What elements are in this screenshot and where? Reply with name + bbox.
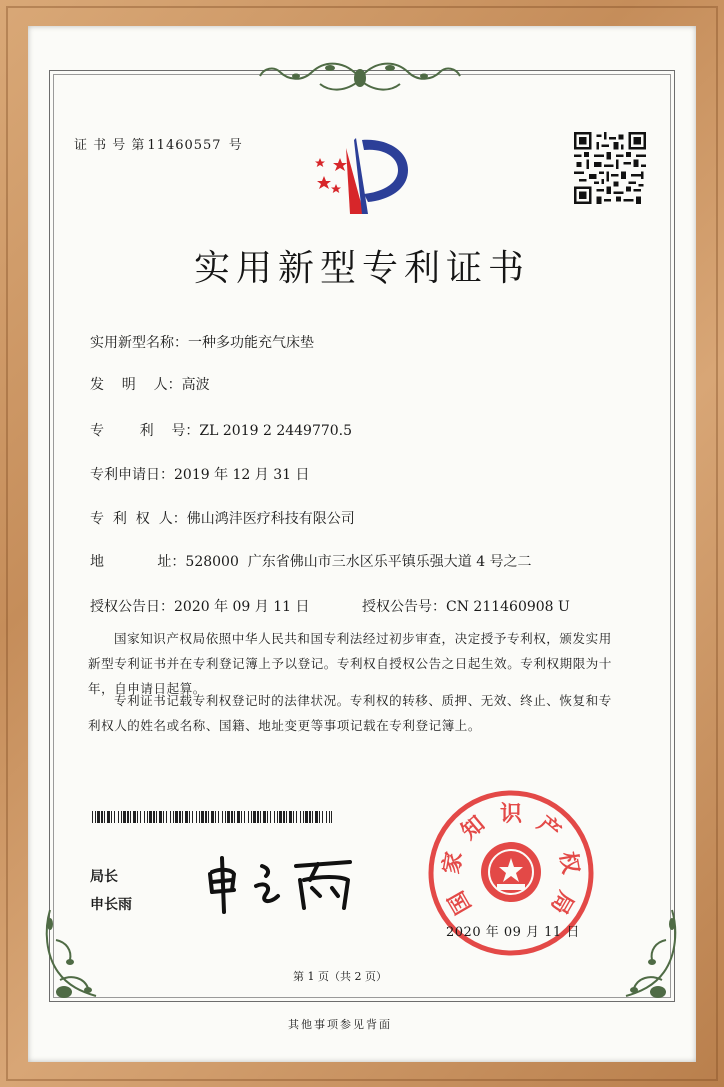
field-label: 授权公告日： bbox=[90, 599, 174, 615]
seal-character: 识 bbox=[499, 802, 523, 827]
field-value: 高波 bbox=[181, 377, 210, 393]
seal-character: 产 bbox=[532, 811, 566, 845]
handwritten-signature-icon bbox=[200, 846, 370, 916]
field-value: ZL 2019 2 2449770.5 bbox=[199, 423, 353, 439]
cnipa-logo-icon bbox=[306, 128, 418, 220]
bottom-left-ornament-icon bbox=[36, 900, 116, 1010]
footer-note: 其他事项参见背面 bbox=[288, 1018, 392, 1031]
field-address bbox=[90, 551, 532, 571]
qr-code-icon bbox=[574, 132, 646, 204]
field-inventor bbox=[90, 374, 210, 394]
seal-character: 局 bbox=[545, 886, 578, 919]
field-label: 授权公告号： bbox=[362, 599, 446, 615]
seal-character: 家 bbox=[439, 849, 468, 876]
field-value: 佛山鸿沣医疗科技有限公司 bbox=[186, 511, 355, 527]
certificate-number-suffix: 号 bbox=[228, 138, 243, 153]
field-label: 地 址： bbox=[90, 554, 186, 570]
certificate-title: 实用新型专利证书 bbox=[193, 248, 530, 289]
statement-paragraph-2 bbox=[88, 688, 648, 738]
field-label: 专利申请日： bbox=[90, 467, 174, 483]
field-patentee bbox=[90, 508, 355, 528]
seal-character: 权 bbox=[554, 849, 583, 876]
seal-date: 2020 年 09 月 11 日 bbox=[446, 925, 580, 940]
seal-character: 知 bbox=[456, 811, 490, 845]
field-grant-publication-number bbox=[362, 596, 570, 616]
director-title: 局长 bbox=[90, 869, 118, 885]
certificate-number bbox=[74, 134, 245, 153]
field-patent-number bbox=[90, 420, 352, 440]
field-label: 发 明 人： bbox=[90, 377, 182, 393]
paragraph-line: 国家知识产权局依照中华人民共和国专利法经过初步审查，决定授予专利权，颁发实用 bbox=[114, 631, 612, 646]
page-number: 第 1 页（共 2 页） bbox=[293, 970, 387, 983]
field-value: 一种多功能充气床垫 bbox=[188, 335, 314, 351]
paragraph-line: 新型专利证书并在专利登记簿上予以登记。专利权自授权公告之日起生效。专利权期限为十 bbox=[88, 656, 613, 671]
field-label: 专 利 号： bbox=[90, 423, 200, 439]
seal-character: 国 bbox=[444, 886, 477, 919]
field-label: 专 利 权 人： bbox=[90, 511, 187, 527]
paragraph-line: 年，自申请日起算。 bbox=[88, 681, 206, 696]
field-label: 实用新型名称： bbox=[90, 335, 188, 351]
top-ornament-icon bbox=[250, 58, 470, 98]
paragraph-line: 利权人的姓名或名称、国籍、地址变更等事项记载在专利登记簿上。 bbox=[88, 718, 482, 733]
bottom-right-ornament-icon bbox=[606, 900, 686, 1010]
field-value: 2020 年 09 月 11 日 bbox=[174, 599, 310, 615]
field-grant-date bbox=[90, 596, 310, 616]
director-name: 申长雨 bbox=[90, 897, 132, 913]
field-value: 2019 年 12 月 31 日 bbox=[174, 467, 310, 483]
field-application-date bbox=[90, 464, 310, 484]
paragraph-line: 专利证书记载专利权登记时的法律状况。专利权的转移、质押、无效、终止、恢复和专 bbox=[114, 693, 612, 708]
barcode-icon bbox=[92, 811, 332, 823]
field-value: CN 211460908 U bbox=[446, 599, 570, 615]
certificate-number-value: 11460557 bbox=[147, 138, 222, 153]
field-utility-model-name bbox=[90, 332, 314, 352]
field-value: 528000 广东省佛山市三水区乐平镇乐强大道 4 号之二 bbox=[185, 554, 532, 570]
certificate-number-label: 证 书 号 第 bbox=[74, 138, 146, 153]
